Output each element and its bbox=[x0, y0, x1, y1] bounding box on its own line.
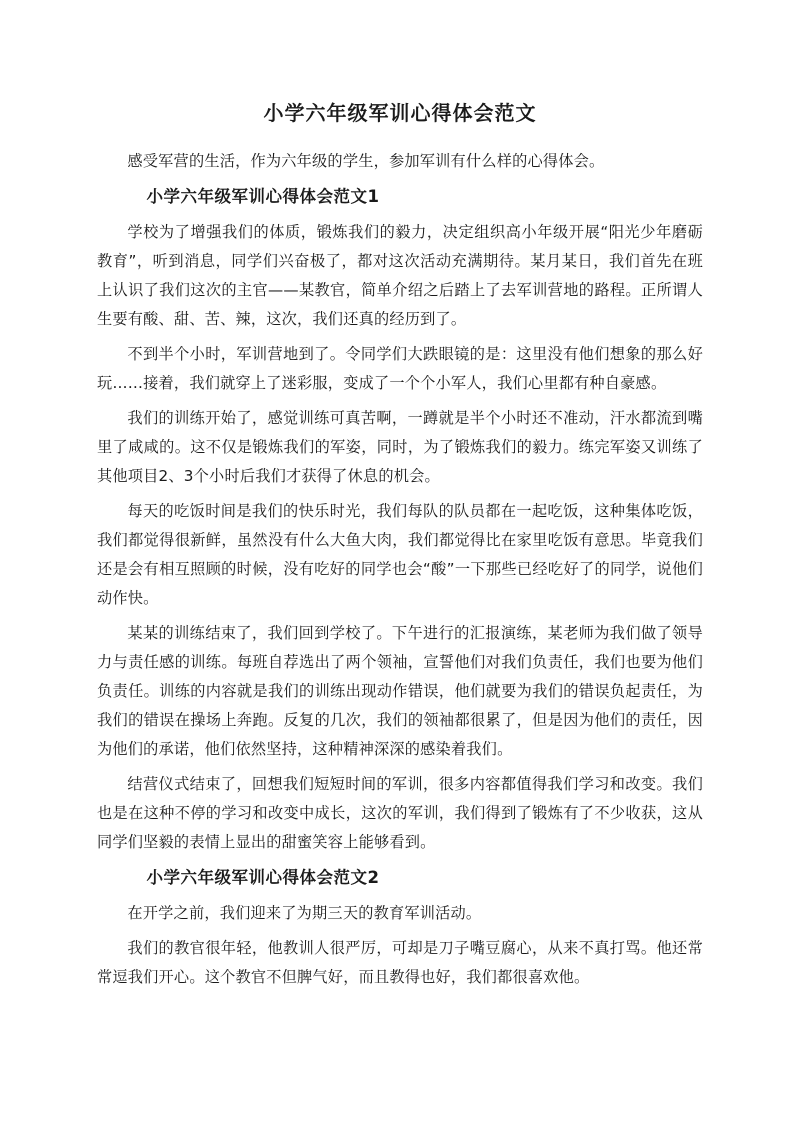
section-1-paragraph-2: 不到半个小时，军训营地到了。令同学们大跌眼镜的是：这里没有他们想象的那么好玩……接着，我们就穿上了迷彩服，变成了一个个小军人，我们心里都有种自豪感。 bbox=[97, 345, 703, 392]
document-body bbox=[97, 147, 703, 998]
section-2-paragraph-2: 我们的教官很年轻，他教训人很严厉，可却是刀子嘴豆腐心，从来不真打骂。他还常常逗我们开心。这个教官不但脾气好，而且教得也好，我们都很喜欢他。 bbox=[97, 939, 703, 986]
section-1-heading: 小学六年级军训心得体会范文1 bbox=[146, 187, 380, 206]
section-2-paragraph-1: 在开学之前，我们迎来了为期三天的教育军训活动。 bbox=[127, 904, 482, 922]
intro-paragraph: 感受军营的生活，作为六年级的学生，参加军训有什么样的心得体会。 bbox=[127, 152, 605, 170]
section-1-paragraph-4: 每天的吃饭时间是我们的快乐时光，我们每队的队员都在一起吃饭，这种集体吃饭，我们都觉得很新鲜，虽然没有什么大鱼大肉，我们都觉得比在家里吃饭有意思。毕竟我们还是会有相互照顾的时候，没有吃好的同学也会“酸”一下那些已经吃好了的同学，说他们动作快。 bbox=[97, 502, 703, 607]
section-1-paragraph-5: 某某的训练结束了，我们回到学校了。下午进行的汇报演练，某老师为我们做了领导力与责任感的训练。每班自荐选出了两个领袖，宣誓他们对我们负责任，我们也要为他们负责任。训练的内容就是我们的训练出现动作错误，他们就要为我们的错误负起责任，为我们的错误在操场上奔跑。反复的几次，我们的领袖都很累了，但是因为他们的责任，因为他们的承诺，他们依然坚持，这种精神深深的感染着我们。 bbox=[97, 624, 703, 758]
document-title: 小学六年级军训心得体会范文 bbox=[263, 101, 537, 125]
section-2-heading: 小学六年级军训心得体会范文2 bbox=[146, 868, 380, 887]
section-1-paragraph-6: 结营仪式结束了，回想我们短短时间的军训，很多内容都值得我们学习和改变。我们也是在这种不停的学习和改变中成长，这次的军训，我们得到了锻炼有了不少收获，这从同学们坚毅的表情上显出的甜蜜笑容上能够看到。 bbox=[97, 775, 703, 851]
section-1-paragraph-1: 学校为了增强我们的体质，锻炼我们的毅力，决定组织高小年级开展“阳光少年磨砺教育”，听到消息，同学们兴奋极了，都对这次活动充满期待。某月某日，我们首先在班上认识了我们这次的主官——某教官，简单介绍之后踏上了去军训营地的路程。正所谓人生要有酸、甜、苦、辣，这次，我们还真的经历到了。 bbox=[97, 223, 703, 328]
section-1-paragraph-3: 我们的训练开始了，感觉训练可真苦啊，一蹲就是半个小时还不准动，汗水都流到嘴里了咸咸的。这不仅是锻炼我们的军姿，同时，为了锻炼我们的毅力。练完军姿又训练了其他项目2、3个小时后我们才获得了休息的机会。 bbox=[97, 409, 703, 485]
